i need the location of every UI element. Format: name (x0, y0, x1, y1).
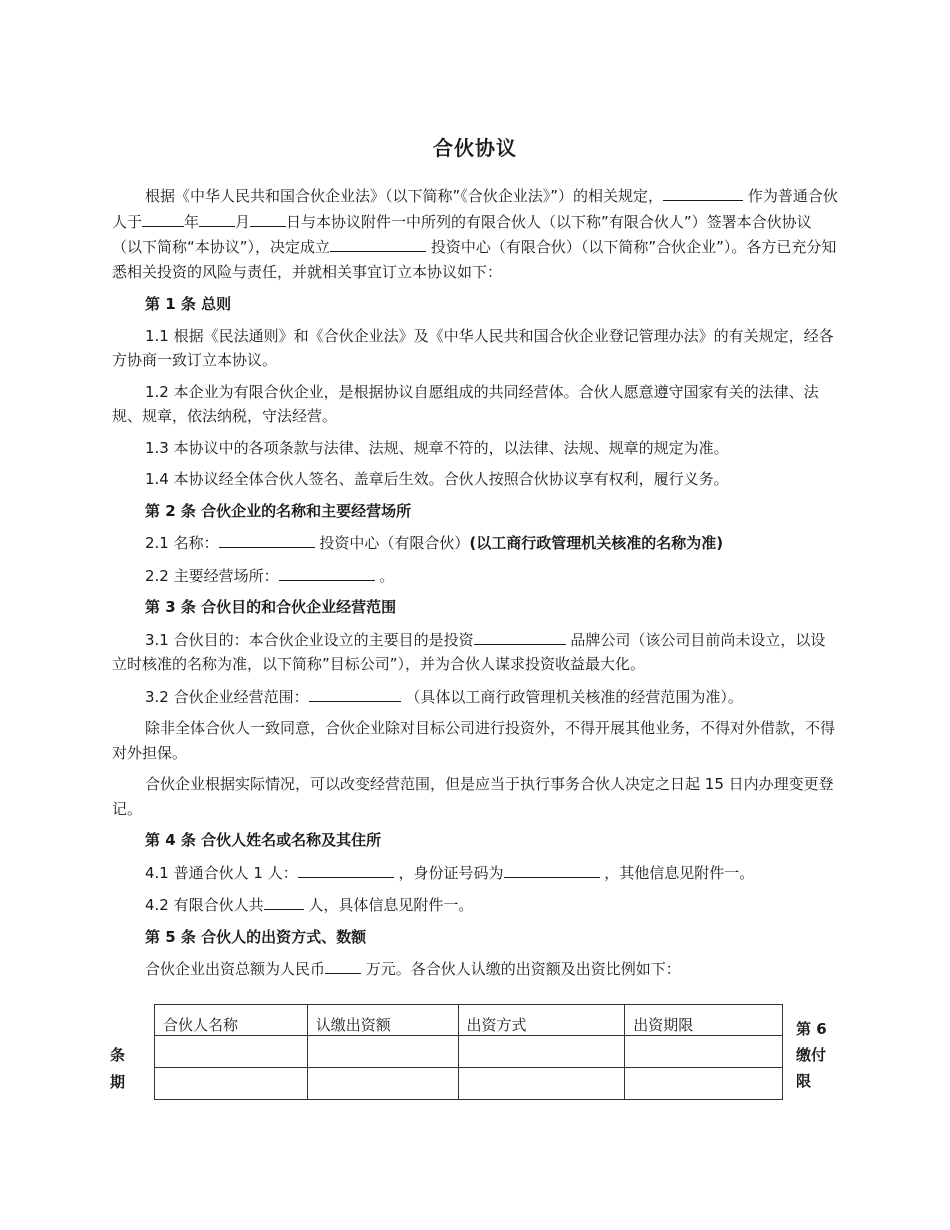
clause-1-1: 1.1 根据《民法通则》和《合伙企业法》及《中华人民共和国合伙企业登记管理办法》的有关规定，经各方协商一致订立本协议。 (112, 326, 834, 369)
clause-2-2: 2.2 主要经营场所： 。 (112, 563, 840, 589)
table-cell (625, 1068, 783, 1100)
clause-4-1: 4.1 普通合伙人 1 人： ，身份证号码为 ，其他信息见附件一。 (112, 860, 840, 886)
contribution-table (154, 1004, 783, 1100)
clause-1-3: 1.3 本协议中的各项条款与法律、法规、规章不符的，以法律、法规、规章的规定为准。 (145, 438, 729, 457)
clause-3-para-2: 合伙企业根据实际情况，可以改变经营范围，但是应当于执行事务合伙人决定之日起 15 日内办理变更登记。 (112, 775, 834, 818)
table-cell (458, 1068, 625, 1100)
lp-count-blank (264, 892, 304, 910)
clause-1-2: 1.2 本企业为有限合伙企业，是根据协议自愿组成的共同经营体。合伙人愿意遵守国家有关的法律、法规、规章，依法纳税，守法经营。 (112, 382, 819, 425)
article-6-right-fragment-3: 限 (796, 1072, 812, 1090)
table-cell (155, 1068, 308, 1100)
article-5-heading: 第 5 条 合伙人的出资方式、数额 (145, 927, 367, 946)
article-4-heading: 第 4 条 合伙人姓名或名称及其住所 (145, 831, 382, 849)
clause-3-2: 3.2 合伙企业经营范围： （具体以工商行政管理机关核准的经营范围为准）。 (112, 684, 840, 710)
article-6-right-fragment-2: 缴付 (796, 1046, 827, 1064)
gp-name-blank (663, 183, 743, 201)
clause-3-para-1: 除非全体合伙人一致同意，合伙企业除对目标公司进行投资外，不得开展其他业务，不得对外借款，不得对外担保。 (112, 719, 836, 762)
header-partner-name: 合伙人名称 (155, 1005, 308, 1036)
table-row (155, 1068, 783, 1100)
article-1-heading: 第 1 条 总则 (145, 295, 232, 313)
gp-blank (298, 860, 394, 878)
premises-blank (279, 563, 375, 581)
table-cell (307, 1036, 458, 1068)
table-cell (625, 1036, 783, 1068)
article-6-right-fragment-1: 第 6 (796, 1020, 827, 1038)
table-header-row (155, 1005, 783, 1036)
brand-blank (474, 627, 566, 645)
table-cell (307, 1068, 458, 1100)
header-subscribed-amount: 认缴出资额 (307, 1005, 458, 1036)
day-blank (250, 209, 286, 227)
scope-blank (309, 684, 401, 702)
article-5-para: 合伙企业出资总额为人民币 万元。各合伙人认缴的出资额及出资比例如下： (112, 956, 840, 982)
article-6-left-fragment-2: 期 (110, 1073, 126, 1091)
header-contribution-method: 出资方式 (458, 1005, 625, 1036)
header-contribution-deadline: 出资期限 (625, 1005, 783, 1036)
table-cell (458, 1036, 625, 1068)
article-6-left-fragment-1: 条 (110, 1046, 126, 1064)
preamble: 根据《中华人民共和国合伙企业法》（以下简称”《合伙企业法》”）的相关规定， 作为普通合伙人于 年 月 日与本协议附件一中所列的有限合伙人（以下称”有限合伙人”）签署本合伙协议（以下简称“本协议”），决定成立 投资中心（有限合伙）（以下简称”合伙企业”）。各方已充分知悉相关投资的风险与责任，并就相关事宜订立本协议如下： (112, 183, 840, 284)
document-title: 合伙协议 (433, 136, 517, 160)
table-cell (155, 1036, 308, 1068)
clause-2-1: 2.1 名称： 投资中心（有限合伙）(以工商行政管理机关核准的名称为准) (112, 530, 840, 556)
clause-3-1: 3.1 合伙目的：本合伙企业设立的主要目的是投资 品牌公司（该公司目前尚未设立，以设立时核准的名称为准，以下简称”目标公司”），并为合伙人谋求投资收益最大化。 (112, 627, 840, 677)
name-blank (219, 530, 315, 548)
month-blank (199, 209, 235, 227)
clause-1-4: 1.4 本协议经全体合伙人签名、盖章后生效。合伙人按照合伙协议享有权利，履行义务。 (145, 470, 729, 488)
enterprise-name-blank (330, 234, 426, 252)
id-number-blank (504, 860, 600, 878)
article-3-heading: 第 3 条 合伙目的和合伙企业经营范围 (145, 598, 397, 616)
article-2-heading: 第 2 条 合伙企业的名称和主要经营场所 (145, 501, 412, 520)
amount-blank (325, 956, 361, 974)
year-blank (142, 209, 184, 227)
document-body (112, 183, 840, 989)
clause-4-2: 4.2 有限合伙人共 人，具体信息见附件一。 (112, 892, 840, 918)
table-row (155, 1036, 783, 1068)
